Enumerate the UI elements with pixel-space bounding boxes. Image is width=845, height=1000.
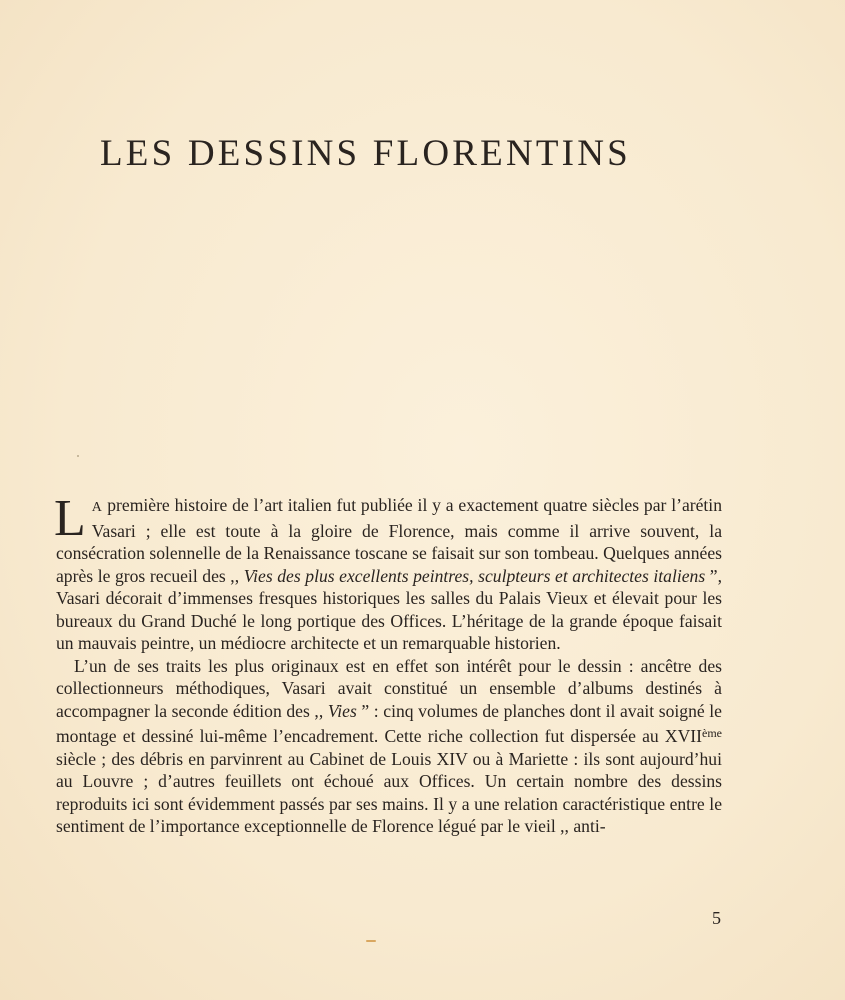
ordinal-superscript: ème: [702, 726, 722, 740]
paragraph-2-text: L’un de ses traits les plus originaux est en effet son intérêt pour le dessin : ancêtre des collectionneurs méthodiques, Vasari avait constitué un ensemble d’albums destinés à accompagner la seconde édition des ,,: [56, 655, 722, 721]
paragraph-2-text: ” : cinq volumes de planches dont il avait soigné le montage et dessiné lui-même l’encadrement. Cette riche collection fut dispersée au XVII: [56, 700, 722, 746]
page-title: LES DESSINS FLORENTINS: [100, 133, 631, 174]
paragraph-1-lead: A: [91, 500, 103, 515]
drop-cap: L: [54, 490, 86, 547]
paragraph-1-text: première histoire de l’art italien fut publiée il y a exactement quatre siècles par l’arétin Vasari ; elle est toute à la gloire de Florence, mais comme il arrive souvent, la consécration solennelle de la Renaissance toscane se faisait sur son tombeau. Quelques années après le gros recueil des ,,: [56, 495, 722, 586]
book-title-vies-full: Vies des plus excellents peintres, sculpteurs et architectes italiens: [243, 565, 706, 586]
paragraph-2: [56, 655, 722, 838]
paragraph-2-text: siècle ; des débris en parvinrent au Cabinet de Louis XIV ou à Mariette : ils sont aujourd’hui au Louvre ; d’autres feuillets ont échoué aux Offices. Un certain nombre des dessins reproduits ici sont évidemment passés par ses mains. Il y a une relation caractéristique entre le sentiment de l’importance exceptionnelle de Florence légué par le vieil ,, anti-: [56, 748, 722, 836]
paragraph-1-text: ”, Vasari décorait d’immenses fresques historiques les salles du Palais Vieux et élevait pour les bureaux du Grand Duché le long portique des Offices. L’héritage de la grande époque faisait un mauvais peintre, un médiocre architecte et un remarquable historien.: [56, 565, 723, 653]
book-title-vies: Vies: [327, 700, 357, 721]
page-number: 5: [712, 908, 721, 928]
paragraph-1: [54, 490, 723, 655]
body-text: [54, 490, 723, 838]
paper-speck: [77, 455, 79, 457]
paper-mark: [366, 940, 376, 942]
